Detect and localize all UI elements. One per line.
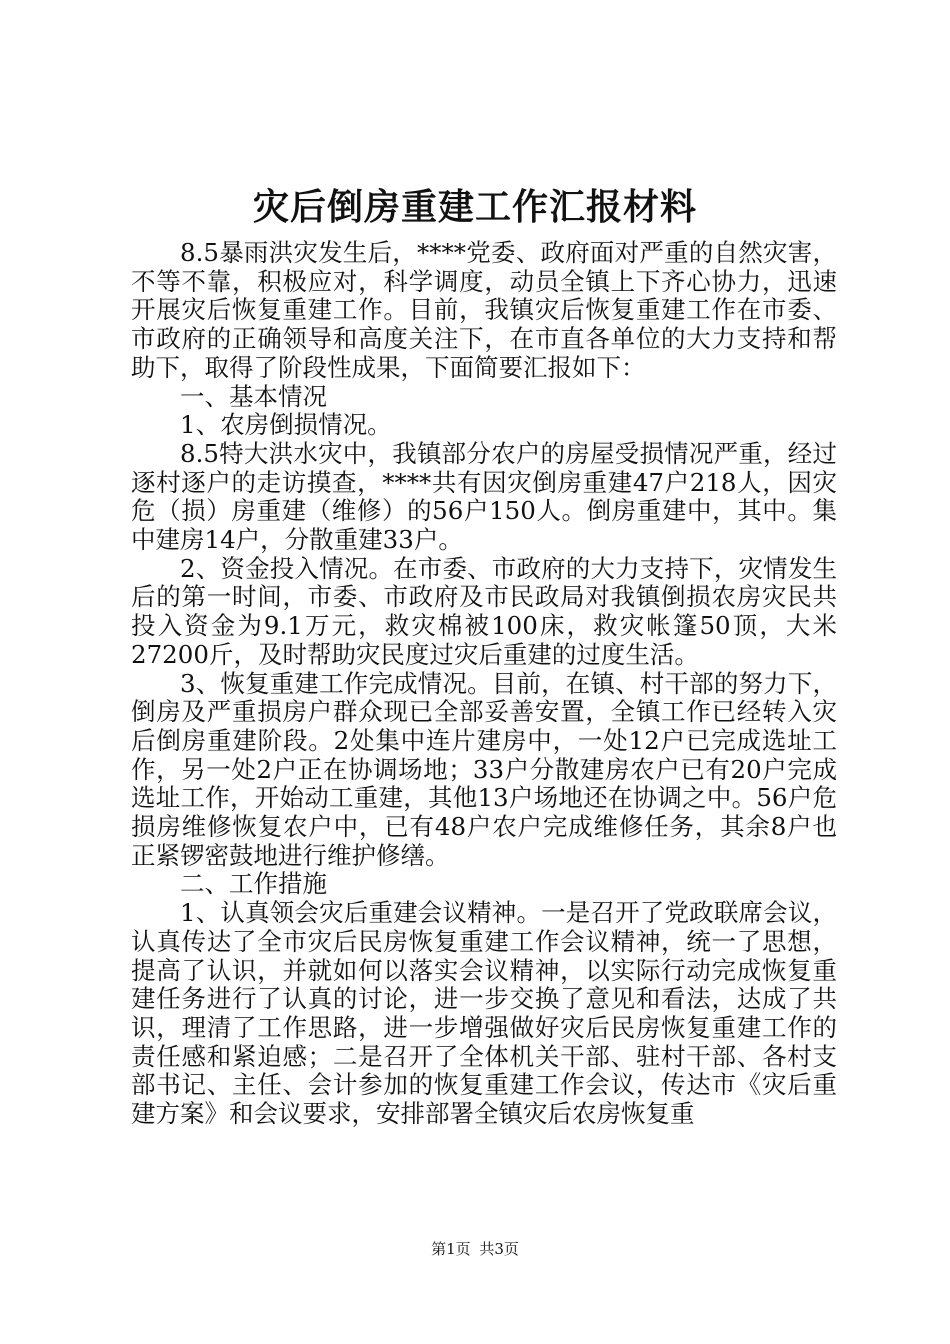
section-heading-basic-situation: 一、基本情况 — [180, 381, 327, 411]
document-body — [131, 239, 837, 1129]
paragraph-intro: 8.5暴雨洪灾发生后，****党委、政府面对严重的自然灾害，不等不靠，积极应对，科学调度，动员全镇上下齐心协力，迅速开展灾后恢复重建工作。目前，我镇灾后恢复重建工作在市委、市政府的正确领导和高度关注下，在市直各单位的大力支持和帮助下，取得了阶段性成果，下面简要汇报如下： — [131, 238, 837, 382]
paragraph-reconstruction-progress: 3、恢复重建工作完成情况。目前，在镇、村干部的努力下，倒房及严重损房户群众现已全部妥善安置，全镇工作已经转入灾后倒房重建阶段。2处集中连片建房中，一处12户已完成选址工作，另一处2户正在协调场地；33户分散建房农户已有20户完成选址工作，开始动工重建，其他13户场地还在协调之中。56户危损房维修恢复农户中，已有48户农户完成维修任务，其余8户也正紧锣密鼓地进行维护修缮。 — [131, 668, 837, 870]
paragraph-meeting-spirit: 1、认真领会灾后重建会议精神。一是召开了党政联席会议，认真传达了全市灾后民房恢复重建工作会议精神，统一了思想，提高了认识，并就如何以落实会议精神，以实际行动完成恢复重建任务进行了认真的讨论，进一步交换了意见和看法，达成了共识，理清了工作思路，进一步增强做好灾后民房恢复重建工作的责任感和紧迫感；二是召开了全体机关干部、驻村干部、各村支部书记、主任、会计参加的恢复重建工作会议，传达市《灾后重建方案》和会议要求，安排部署全镇灾后农房恢复重 — [131, 898, 837, 1129]
section-heading-work-measures: 二、工作措施 — [180, 869, 327, 899]
subheading-house-damage: 1、农房倒损情况。 — [180, 410, 392, 440]
page-number: 第1页 — [431, 1240, 471, 1258]
page-total: 共3页 — [479, 1240, 519, 1258]
page-footer — [0, 1239, 950, 1259]
paragraph-funding: 2、资金投入情况。在市委、市政府的大力支持下，灾情发生后的第一时间，市委、市政府及市民政局对我镇倒损农房灾民共投入资金为9.1万元，救灾棉被100床，救灾帐篷50顶，大米27200斤，及时帮助灾民度过灾后重建的过度生活。 — [131, 553, 837, 669]
paragraph-house-damage: 8.5特大洪水灾中，我镇部分农户的房屋受损情况严重，经过逐村逐户的走访摸查，****共有因灾倒房重建47户218人，因灾危（损）房重建（维修）的56户150人。倒房重建中，其中。集中建房14户，分散重建33户。 — [131, 438, 837, 555]
document-title: 灾后倒房重建工作汇报材料 — [252, 186, 697, 228]
